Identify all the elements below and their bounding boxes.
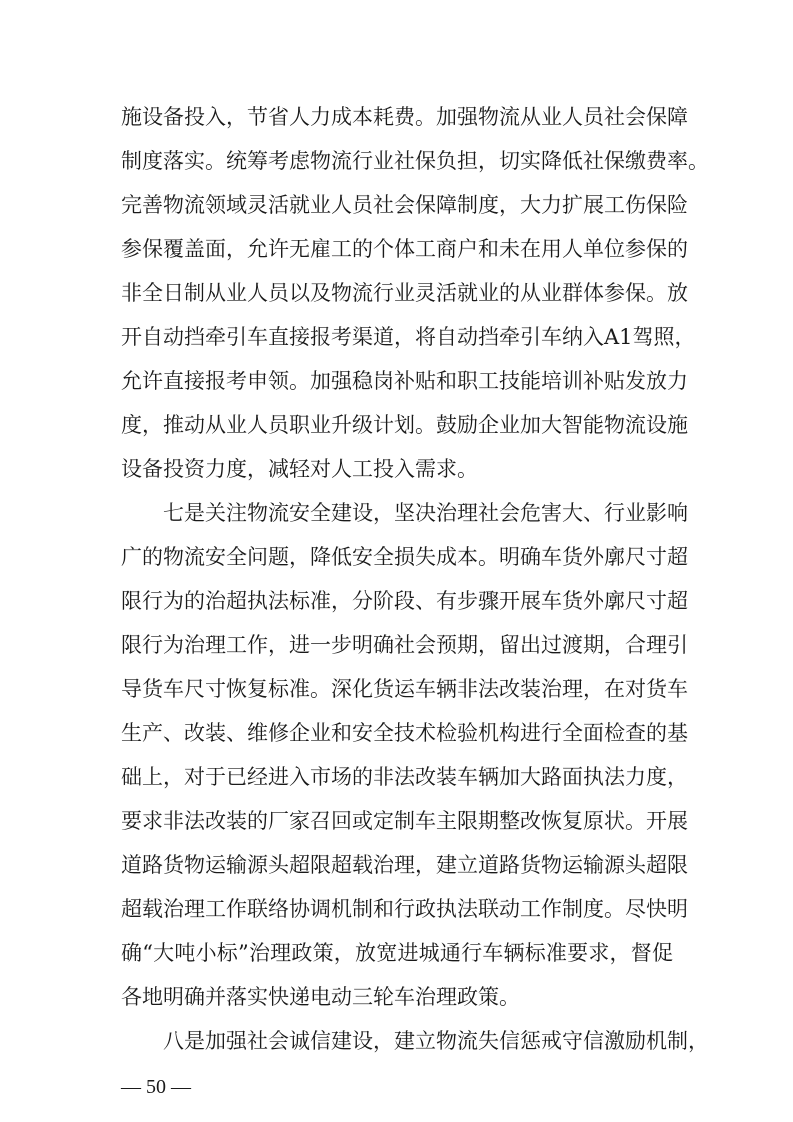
text-line: 八是加强社会诚信建设，建立物流失信惩戒守信激励机制， [163, 1029, 709, 1053]
text-line: 导货车尺寸恢复标准。深化货运车辆非法改装治理，在对货车 [121, 677, 688, 701]
text-line: 限行为的治超执法标准，分阶段、有步骤开展车货外廓尺寸超 [121, 589, 688, 613]
text-line: 广的物流安全问题，降低安全损失成本。明确车货外廓尺寸超 [121, 545, 688, 569]
text-line: 允许直接报考申领。加强稳岗补贴和职工技能培训补贴发放力 [121, 369, 688, 393]
text-line: 道路货物运输源头超限超载治理，建立道路货物运输源头超限 [121, 853, 688, 877]
text-line: 各地明确并落实快递电动三轮车治理政策。 [121, 985, 520, 1009]
text-line: 限行为治理工作，进一步明确社会预期，留出过渡期，合理引 [121, 633, 688, 657]
text-line: 确“大吨小标”治理政策，放宽进城通行车辆标准要求，督促 [121, 941, 673, 965]
text-line: 度，推动从业人员职业升级计划。鼓励企业加大智能物流设施 [121, 413, 688, 437]
text-line: 设备投资力度，减轻对人工投入需求。 [121, 457, 478, 481]
text-line: 超载治理工作联络协调机制和行政执法联动工作制度。尽快明 [121, 897, 688, 921]
text-line: 生产、改装、维修企业和安全技术检验机构进行全面检查的基 [121, 721, 688, 745]
text-line: 七是关注物流安全建设，坚决治理社会危害大、行业影响 [163, 501, 688, 525]
text-line: 参保覆盖面，允许无雇工的个体工商户和未在用人单位参保的 [121, 237, 688, 261]
text-line: 非全日制从业人员以及物流行业灵活就业的从业群体参保。放 [121, 281, 688, 305]
text-line: 施设备投入，节省人力成本耗费。加强物流从业人员社会保障 [121, 105, 688, 129]
text-line: 开自动挡牵引车直接报考渠道，将自动挡牵引车纳入A1驾照， [121, 325, 696, 349]
text-line: 完善物流领域灵活就业人员社会保障制度，大力扩展工伤保险 [121, 193, 688, 217]
text-line: 础上，对于已经进入市场的非法改装车辆加大路面执法力度， [121, 765, 688, 789]
page-number: — 50 — [121, 1076, 191, 1098]
text-line: 要求非法改装的厂家召回或定制车主限期整改恢复原状。开展 [121, 809, 688, 833]
text-line: 制度落实。统筹考虑物流行业社保负担，切实降低社保缴费率。 [121, 149, 709, 173]
